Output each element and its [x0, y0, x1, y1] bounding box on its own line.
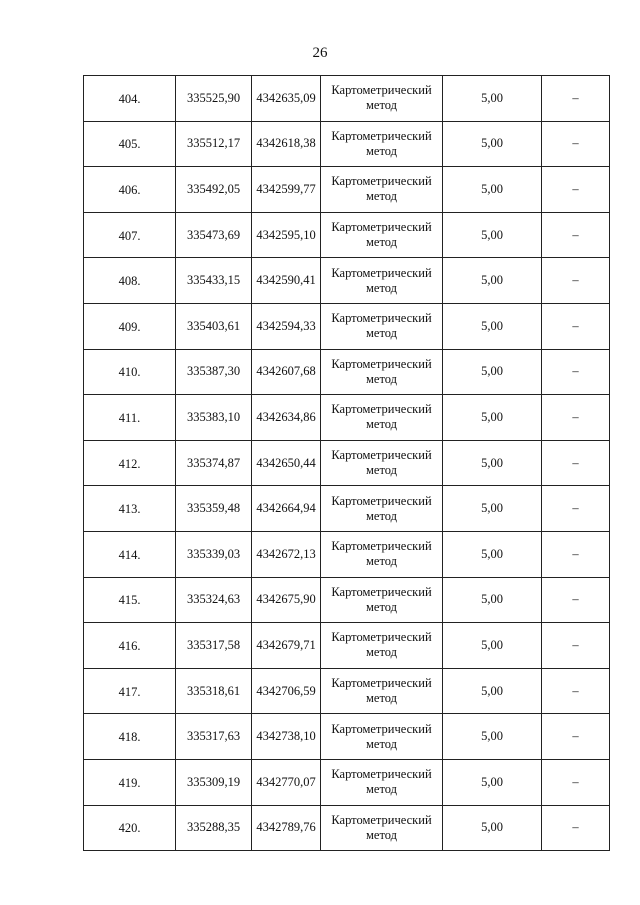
point-number-cell: 411.: [84, 395, 176, 441]
method-cell: Картометрический метод: [321, 258, 443, 304]
table-row: [84, 531, 610, 577]
point-number-cell: 415.: [84, 577, 176, 623]
point-number-cell: 408.: [84, 258, 176, 304]
table-row: [84, 212, 610, 258]
point-number-cell: 405.: [84, 121, 176, 167]
note-cell: –: [542, 349, 610, 395]
page-number: 26: [312, 45, 328, 61]
note-cell: –: [542, 212, 610, 258]
y-coordinate-cell: 4342595,10: [252, 212, 321, 258]
accuracy-cell: 5,00: [443, 258, 542, 304]
method-cell: Картометрический метод: [321, 121, 443, 167]
x-coordinate-cell: 335309,19: [176, 759, 252, 805]
method-cell: Картометрический метод: [321, 167, 443, 213]
y-coordinate-cell: 4342594,33: [252, 303, 321, 349]
y-coordinate-cell: 4342789,76: [252, 805, 321, 851]
x-coordinate-cell: 335359,48: [176, 486, 252, 532]
note-cell: –: [542, 623, 610, 669]
x-coordinate-cell: 335403,61: [176, 303, 252, 349]
x-coordinate-cell: 335433,15: [176, 258, 252, 304]
accuracy-cell: 5,00: [443, 759, 542, 805]
accuracy-cell: 5,00: [443, 668, 542, 714]
y-coordinate-cell: 4342634,86: [252, 395, 321, 441]
y-coordinate-cell: 4342635,09: [252, 76, 321, 122]
note-cell: –: [542, 714, 610, 760]
point-number-cell: 419.: [84, 759, 176, 805]
y-coordinate-cell: 4342675,90: [252, 577, 321, 623]
x-coordinate-cell: 335317,58: [176, 623, 252, 669]
y-coordinate-cell: 4342738,10: [252, 714, 321, 760]
accuracy-cell: 5,00: [443, 486, 542, 532]
x-coordinate-cell: 335512,17: [176, 121, 252, 167]
y-coordinate-cell: 4342607,68: [252, 349, 321, 395]
method-cell: Картометрический метод: [321, 668, 443, 714]
coordinates-table-body: [84, 76, 610, 851]
x-coordinate-cell: 335473,69: [176, 212, 252, 258]
y-coordinate-cell: 4342590,41: [252, 258, 321, 304]
note-cell: –: [542, 258, 610, 304]
y-coordinate-cell: 4342679,71: [252, 623, 321, 669]
accuracy-cell: 5,00: [443, 805, 542, 851]
method-cell: Картометрический метод: [321, 212, 443, 258]
y-coordinate-cell: 4342664,94: [252, 486, 321, 532]
x-coordinate-cell: 335383,10: [176, 395, 252, 441]
x-coordinate-cell: 335374,87: [176, 440, 252, 486]
table-row: [84, 349, 610, 395]
x-coordinate-cell: 335525,90: [176, 76, 252, 122]
table-row: [84, 440, 610, 486]
note-cell: –: [542, 121, 610, 167]
accuracy-cell: 5,00: [443, 121, 542, 167]
table-row: [84, 258, 610, 304]
table-row: [84, 121, 610, 167]
accuracy-cell: 5,00: [443, 212, 542, 258]
point-number-cell: 409.: [84, 303, 176, 349]
accuracy-cell: 5,00: [443, 577, 542, 623]
accuracy-cell: 5,00: [443, 167, 542, 213]
x-coordinate-cell: 335324,63: [176, 577, 252, 623]
note-cell: –: [542, 805, 610, 851]
x-coordinate-cell: 335492,05: [176, 167, 252, 213]
coordinates-table: [83, 75, 610, 851]
method-cell: Картометрический метод: [321, 395, 443, 441]
method-cell: Картометрический метод: [321, 805, 443, 851]
note-cell: –: [542, 76, 610, 122]
method-cell: Картометрический метод: [321, 349, 443, 395]
note-cell: –: [542, 759, 610, 805]
note-cell: –: [542, 440, 610, 486]
x-coordinate-cell: 335387,30: [176, 349, 252, 395]
y-coordinate-cell: 4342650,44: [252, 440, 321, 486]
point-number-cell: 407.: [84, 212, 176, 258]
point-number-cell: 418.: [84, 714, 176, 760]
point-number-cell: 406.: [84, 167, 176, 213]
accuracy-cell: 5,00: [443, 623, 542, 669]
accuracy-cell: 5,00: [443, 395, 542, 441]
x-coordinate-cell: 335317,63: [176, 714, 252, 760]
method-cell: Картометрический метод: [321, 440, 443, 486]
table-row: [84, 76, 610, 122]
y-coordinate-cell: 4342618,38: [252, 121, 321, 167]
note-cell: –: [542, 531, 610, 577]
point-number-cell: 417.: [84, 668, 176, 714]
accuracy-cell: 5,00: [443, 531, 542, 577]
method-cell: Картометрический метод: [321, 303, 443, 349]
method-cell: Картометрический метод: [321, 759, 443, 805]
accuracy-cell: 5,00: [443, 349, 542, 395]
y-coordinate-cell: 4342672,13: [252, 531, 321, 577]
method-cell: Картометрический метод: [321, 623, 443, 669]
point-number-cell: 414.: [84, 531, 176, 577]
note-cell: –: [542, 668, 610, 714]
table-row: [84, 577, 610, 623]
accuracy-cell: 5,00: [443, 440, 542, 486]
y-coordinate-cell: 4342770,07: [252, 759, 321, 805]
accuracy-cell: 5,00: [443, 76, 542, 122]
note-cell: –: [542, 167, 610, 213]
point-number-cell: 416.: [84, 623, 176, 669]
table-row: [84, 714, 610, 760]
point-number-cell: 412.: [84, 440, 176, 486]
table-row: [84, 395, 610, 441]
table-row: [84, 668, 610, 714]
table-row: [84, 623, 610, 669]
method-cell: Картометрический метод: [321, 486, 443, 532]
y-coordinate-cell: 4342706,59: [252, 668, 321, 714]
method-cell: Картометрический метод: [321, 531, 443, 577]
note-cell: –: [542, 486, 610, 532]
y-coordinate-cell: 4342599,77: [252, 167, 321, 213]
table-row: [84, 486, 610, 532]
note-cell: –: [542, 577, 610, 623]
point-number-cell: 404.: [84, 76, 176, 122]
note-cell: –: [542, 395, 610, 441]
x-coordinate-cell: 335288,35: [176, 805, 252, 851]
point-number-cell: 413.: [84, 486, 176, 532]
table-row: [84, 303, 610, 349]
note-cell: –: [542, 303, 610, 349]
table-row: [84, 759, 610, 805]
accuracy-cell: 5,00: [443, 714, 542, 760]
table-row: [84, 167, 610, 213]
point-number-cell: 410.: [84, 349, 176, 395]
method-cell: Картометрический метод: [321, 714, 443, 760]
point-number-cell: 420.: [84, 805, 176, 851]
method-cell: Картометрический метод: [321, 577, 443, 623]
table-row: [84, 805, 610, 851]
x-coordinate-cell: 335339,03: [176, 531, 252, 577]
accuracy-cell: 5,00: [443, 303, 542, 349]
x-coordinate-cell: 335318,61: [176, 668, 252, 714]
method-cell: Картометрический метод: [321, 76, 443, 122]
